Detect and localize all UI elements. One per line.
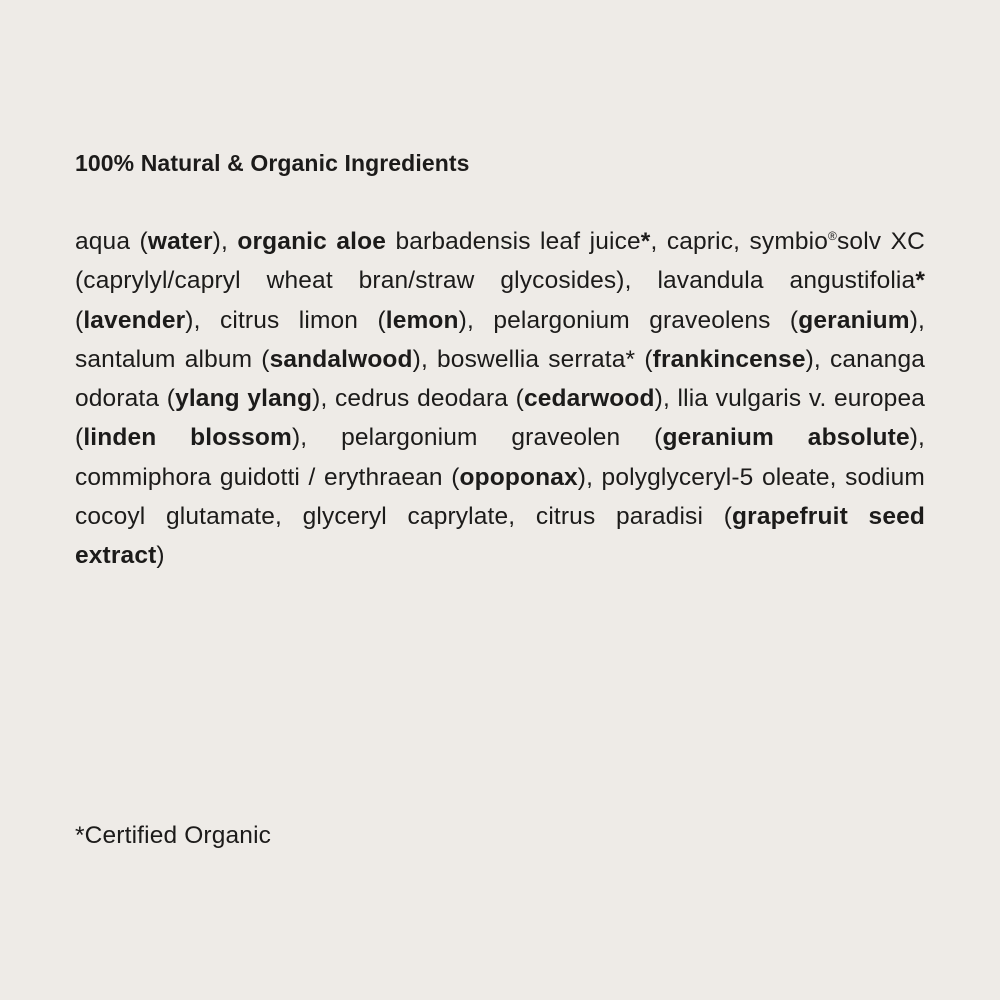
ingredient-highlight: * bbox=[915, 267, 925, 295]
ingredient-text: , capric, symbio bbox=[650, 228, 829, 255]
ingredient-text: ), cedrus deodara ( bbox=[312, 385, 524, 413]
ingredient-text: ), santalum album ( bbox=[75, 306, 925, 373]
ingredient-text: ), pelargonium graveolen ( bbox=[291, 424, 663, 452]
ingredient-text: ), bbox=[212, 228, 238, 255]
ingredient-highlight: ylang ylang bbox=[175, 385, 313, 413]
certified-organic-footnote: *Certified Organic bbox=[75, 822, 272, 849]
ingredient-text: barbadensis leaf juice bbox=[386, 228, 641, 255]
ingredient-text: ), polyglyceryl-5 oleate, sodium cocoyl glutamate, glyceryl caprylate, citrus paradisi ( bbox=[75, 463, 925, 531]
ingredient-highlight: grapefruit seed extract bbox=[75, 503, 925, 570]
ingredient-highlight: lavender bbox=[83, 306, 186, 334]
ingredient-text: ), pelargonium graveolens ( bbox=[458, 306, 799, 334]
ingredient-highlight: linden blossom bbox=[83, 424, 292, 452]
ingredient-text: aqua ( bbox=[75, 228, 148, 255]
ingredient-highlight: water bbox=[147, 228, 213, 255]
ingredient-highlight: geranium absolute bbox=[662, 424, 910, 452]
ingredients-heading: 100% Natural & Organic Ingredients bbox=[75, 150, 470, 176]
ingredient-text: solv XC (caprylyl/capryl wheat bran/straw glycosides), lavandula angustifolia bbox=[75, 228, 925, 295]
ingredient-text: ) bbox=[156, 542, 165, 570]
ingredient-text: ), cananga odorata ( bbox=[75, 345, 926, 413]
ingredient-highlight: * bbox=[640, 228, 651, 255]
ingredient-highlight: opoponax bbox=[459, 463, 578, 491]
ingredient-text: ), boswellia serrata* ( bbox=[412, 345, 653, 373]
ingredient-text: ), llia vulgaris v. europea ( bbox=[75, 385, 925, 452]
ingredient-highlight: geranium bbox=[798, 306, 910, 334]
ingredient-highlight: frankincense bbox=[652, 345, 806, 373]
ingredient-text: ( bbox=[75, 306, 84, 334]
ingredient-highlight: organic aloe bbox=[237, 228, 386, 255]
ingredient-highlight: sandalwood bbox=[269, 345, 413, 373]
ingredients-list bbox=[75, 222, 925, 576]
registered-mark: ® bbox=[828, 229, 838, 243]
ingredient-highlight: cedarwood bbox=[523, 385, 655, 413]
ingredient-text: ), commiphora guidotti / erythraean ( bbox=[75, 424, 925, 491]
ingredient-text: ), citrus limon ( bbox=[185, 306, 386, 334]
ingredient-highlight: lemon bbox=[385, 306, 459, 334]
